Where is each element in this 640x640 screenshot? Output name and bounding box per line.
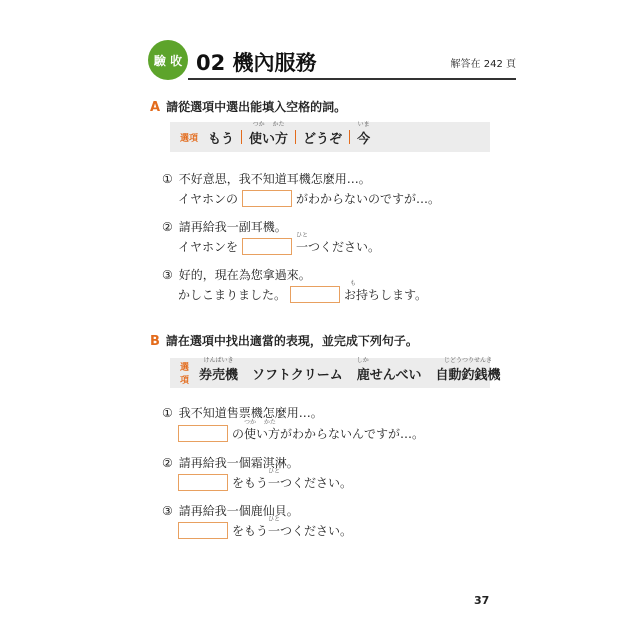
answer-blank[interactable] bbox=[178, 474, 228, 491]
question-chinese: ③ 請再給我一個鹿仙貝。 bbox=[162, 503, 299, 518]
option-item: どうぞ bbox=[303, 131, 343, 147]
page-number: 37 bbox=[474, 594, 490, 607]
section-b-heading bbox=[150, 332, 418, 349]
answer-blank[interactable] bbox=[242, 238, 292, 255]
question-chinese: ③ 好的，現在為您拿過來。 bbox=[162, 267, 311, 282]
answer-blank[interactable] bbox=[242, 190, 292, 207]
option-item: いま 今 bbox=[357, 120, 371, 147]
question-chinese: ① 我不知道售票機怎麼用…。 bbox=[162, 405, 323, 420]
option-item: しか 鹿せんべい bbox=[356, 356, 422, 383]
section-a-letter: A bbox=[150, 100, 161, 115]
question-japanese: イヤホンの がわからないのですが…。 bbox=[178, 192, 441, 206]
section-a-heading bbox=[150, 98, 346, 115]
option-item: けんばいき 券売機 bbox=[199, 356, 239, 383]
section-b-letter: B bbox=[150, 334, 160, 349]
section-b-instruction: 請在選項中找出適當的表現，並完成下列句子。 bbox=[165, 334, 418, 348]
header-divider bbox=[188, 78, 516, 80]
question-japanese: かしこまりました。 も お持ちします。 bbox=[178, 280, 428, 302]
options-label: 選項 bbox=[180, 363, 190, 386]
section-b-options bbox=[170, 356, 501, 388]
answer-blank[interactable] bbox=[178, 425, 228, 442]
section-a-options bbox=[170, 122, 490, 152]
review-badge: 驗 收 bbox=[148, 40, 188, 80]
options-label: 選項 bbox=[180, 133, 199, 144]
option-item: じどうつりせんき 自動釣銭機 bbox=[435, 356, 501, 383]
section-a-instruction: 請從選項中選出能填入空格的詞。 bbox=[166, 100, 347, 114]
lesson-title: 02 機內服務 bbox=[196, 51, 317, 75]
question-chinese: ② 請再給我一副耳機。 bbox=[162, 219, 287, 234]
option-item: ソフトクリーム bbox=[252, 367, 343, 383]
question-chinese: ② 請再給我一個霜淇淋。 bbox=[162, 455, 299, 470]
question-chinese: ① 不好意思，我不知道耳機怎麼用…。 bbox=[162, 171, 371, 186]
option-divider bbox=[241, 130, 242, 144]
answer-blank[interactable] bbox=[178, 522, 228, 539]
option-item: もう bbox=[208, 131, 235, 147]
answer-blank[interactable] bbox=[290, 286, 340, 303]
question-japanese: つか かた の使い方がわからないんですが…。 bbox=[178, 425, 424, 442]
question-japanese: ひと をもう一つください。 bbox=[178, 474, 352, 491]
answer-reference: 解答在 242 頁 bbox=[450, 59, 516, 70]
lesson-header bbox=[148, 40, 516, 80]
question-japanese: イヤホンを ひと 一つください。 bbox=[178, 232, 381, 254]
option-divider bbox=[295, 130, 296, 144]
question-japanese: ひと をもう一つください。 bbox=[178, 522, 352, 539]
option-divider bbox=[349, 130, 350, 144]
option-item: つか かた 使い方 bbox=[249, 120, 289, 147]
